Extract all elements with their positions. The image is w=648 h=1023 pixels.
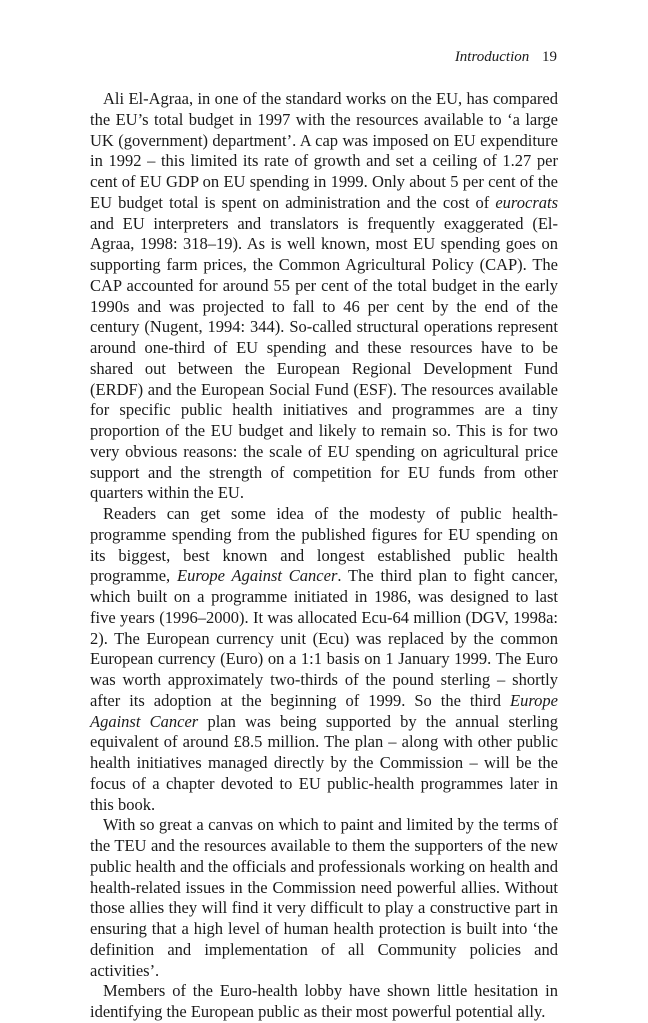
italic-text: eurocrats [495, 192, 558, 212]
paragraph [90, 89, 558, 504]
paragraph-text: With so great a canvas on which to paint and limited by the terms of the TEU and the resources available to them the supporters of the new public health and the officials and professionals working on health and health-related issues in the Commission need powerful allies. Without those allies they will find it very difficult to play a constructive part in ensuring that a high level of human health protection is built into ‘the definition and implementation of all Community policies and activities’. [90, 815, 558, 980]
paragraph-text: and EU interpreters and translators is frequently exaggerated (El-Agraa, 1998: 318–19). As is well known, most EU spending goes on supporting farm prices, the Common Agricultural Policy (CAP). The CAP accounted for around 55 per cent of the total budget in the early 1990s and was projected to fall to 46 per cent by the end of the century (Nugent, 1994: 344). So-called structural operations represent around one-third of EU spending and these resources have to be shared out between the European Regional Development Fund (ERDF) and the European Social Fund (ESF). The resources available for specific public health initiatives and programmes are a tiny proportion of the EU budget and likely to remain so. This is for two very obvious reasons: the scale of EU spending on agricultural price support and the strength of competition for EU funds from other quarters within the EU. [90, 213, 558, 503]
body-text [90, 89, 558, 1023]
page-number: 19 [542, 49, 557, 65]
italic-text: Europe Against Cancer [90, 690, 558, 731]
paragraph-text: Readers can get some idea of the modesty of public health-programme spending from the published figures for EU spending on its biggest, best known and longest established public health programme, [90, 504, 558, 586]
running-head-section: Introduction [454, 49, 530, 65]
paragraph-text: . The third plan to fight cancer, which built on a programme initiated in 1986, was designed to last five years (1996–2000). It was allocated Ecu-64 million (DGV, 1998a: 2). The European currency unit (Ecu) was replaced by the common European currency (Euro) on a 1:1 basis on 1 January 1999. The Euro was worth approximately two-thirds of the pound sterling – shortly after its adoption at the beginning of 1999. So the third [90, 566, 558, 710]
paragraph-text: Ali El-Agraa, in one of the standard works on the EU, has compared the EU’s total budget in 1997 with the resources available to ‘a large UK (government) department’. A cap was imposed on EU expenditure in 1992 – this limited its rate of growth and set a ceiling of 1.27 per cent of EU GDP on EU spending in 1999. Only about 5 per cent of the EU budget total is spent on administration and the cost of [90, 89, 558, 212]
paragraph [90, 815, 558, 981]
italic-text: Europe Against Cancer [177, 566, 338, 586]
paragraph-text: Members of the Euro-health lobby have shown little hesitation in identifying the European public as their most powerful potential ally. [90, 981, 558, 1021]
paragraph [90, 981, 558, 1023]
running-head [455, 47, 557, 67]
paragraph-text: plan was being supported by the annual sterling equivalent of around £8.5 million. The plan – along with other public health initiatives managed directly by the Commission – will be the focus of a chapter devoted to EU public-health programmes later in this book. [90, 711, 558, 814]
paragraph [90, 504, 558, 815]
